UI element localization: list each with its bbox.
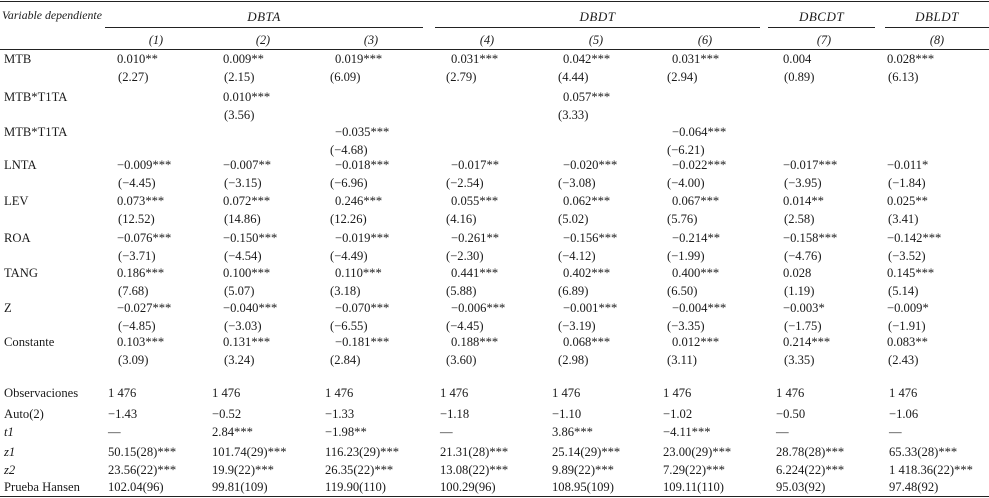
statistic-cell: (2.58) <box>784 212 815 226</box>
statistic-cell: (2.43) <box>888 353 919 367</box>
coefficient-cell: −0.019*** <box>335 231 390 245</box>
statistic-cell: (14.86) <box>224 212 261 226</box>
statistic-cell: (−4.85) <box>118 319 156 333</box>
statistic-cell: (−1.99) <box>667 249 705 263</box>
statistic-cell: (−3.19) <box>558 319 596 333</box>
coefficient-cell: −0.009*** <box>117 158 172 172</box>
statistic-cell: (3.60) <box>446 353 477 367</box>
row-label-z1: z1 <box>4 445 16 459</box>
stat-cell: 21.31(28)*** <box>440 445 509 459</box>
statistic-cell: (−3.71) <box>118 249 156 263</box>
coefficient-cell: 0.131*** <box>223 335 271 349</box>
statistic-cell: (−6.96) <box>330 176 368 190</box>
header-bottom-rule <box>0 49 989 50</box>
statistic-cell: (3.35) <box>784 353 815 367</box>
coefficient-cell: −0.040*** <box>223 301 278 315</box>
stat-cell: 99.81(109) <box>212 480 268 494</box>
statistic-cell: (3.24) <box>224 353 255 367</box>
column-number: (2) <box>255 33 271 47</box>
row-label-lev: LEV <box>4 194 29 208</box>
coefficient-cell: −0.009* <box>887 301 929 315</box>
row-label-roa: ROA <box>4 231 31 245</box>
statistic-cell: (2.79) <box>446 70 477 84</box>
group-header-dbta: DBTA <box>247 9 281 24</box>
stat-cell: — <box>889 425 902 439</box>
coefficient-cell: −0.006*** <box>451 301 506 315</box>
column-number: (8) <box>929 33 945 47</box>
coefficient-cell: 0.073*** <box>117 194 165 208</box>
coefficient-cell: −0.004*** <box>672 301 727 315</box>
statistic-cell: (6.09) <box>330 70 361 84</box>
row-label-lnta: LNTA <box>4 158 37 172</box>
row-label-mtb-t1ta-neg: MTB*T1TA <box>4 125 68 139</box>
coefficient-cell: 0.068*** <box>563 335 611 349</box>
stat-cell: 19.9(22)*** <box>212 463 274 477</box>
stat-cell: 50.15(28)*** <box>108 445 177 459</box>
statistic-cell: (−3.35) <box>667 319 705 333</box>
coefficient-cell: 0.025** <box>887 194 928 208</box>
group-header-dbdt: DBDT <box>579 9 616 24</box>
coefficient-cell: 0.014** <box>783 194 824 208</box>
coefficient-cell: 0.009** <box>223 52 264 66</box>
coefficient-cell: 0.103*** <box>117 335 165 349</box>
coefficient-cell: 0.004 <box>783 52 812 66</box>
stat-cell: 102.04(96) <box>108 480 164 494</box>
coefficient-cell: −0.022*** <box>672 158 727 172</box>
row-label-mtb: MTB <box>4 52 32 66</box>
column-number: (6) <box>697 33 713 47</box>
statistic-cell: (−3.08) <box>558 176 596 190</box>
stat-cell: 1 476 <box>889 386 918 400</box>
group-rule-dbta <box>105 27 423 28</box>
column-number: (5) <box>588 33 604 47</box>
stat-cell: — <box>776 425 789 439</box>
coefficient-cell: −0.064*** <box>672 125 727 139</box>
stat-cell: 101.74(29)*** <box>212 445 287 459</box>
coefficient-cell: 0.145*** <box>887 266 935 280</box>
dependent-variable-header: Variable dependiente <box>2 8 102 22</box>
row-label-constante: Constante <box>4 335 55 349</box>
coefficient-cell: −0.150*** <box>223 231 278 245</box>
coefficient-cell: −0.181*** <box>335 335 390 349</box>
coefficient-cell: 0.072*** <box>223 194 271 208</box>
stat-cell: 1 476 <box>776 386 805 400</box>
stat-cell: 100.29(96) <box>440 480 496 494</box>
stat-cell: −1.18 <box>440 407 470 421</box>
statistic-cell: (4.16) <box>446 212 477 226</box>
coefficient-cell: −0.142*** <box>887 231 942 245</box>
coefficient-cell: 0.100*** <box>223 266 271 280</box>
statistic-cell: (3.56) <box>224 108 255 122</box>
statistic-cell: (2.84) <box>330 353 361 367</box>
row-label-observaciones: Observaciones <box>4 386 79 400</box>
coefficient-cell: 0.028*** <box>887 52 935 66</box>
statistic-cell: (5.02) <box>558 212 589 226</box>
coefficient-cell: 0.042*** <box>563 52 611 66</box>
statistic-cell: (−4.76) <box>784 249 822 263</box>
statistic-cell: (5.14) <box>888 284 919 298</box>
statistic-cell: (−4.49) <box>330 249 368 263</box>
statistic-cell: (3.09) <box>118 353 149 367</box>
stat-cell: −1.10 <box>552 407 582 421</box>
stat-cell: 25.14(29)*** <box>552 445 621 459</box>
statistic-cell: (3.18) <box>330 284 361 298</box>
stat-cell: 1 476 <box>440 386 469 400</box>
bottom-rule <box>0 496 989 497</box>
coefficient-cell: 0.214*** <box>783 335 831 349</box>
stat-cell: 13.08(22)*** <box>440 463 509 477</box>
coefficient-cell: −0.261** <box>451 231 500 245</box>
coefficient-cell: −0.214** <box>672 231 721 245</box>
stat-cell: 108.95(109) <box>552 480 614 494</box>
row-label-z: Z <box>4 301 12 315</box>
row-label-z2: z2 <box>4 463 16 477</box>
stat-cell: 97.48(92) <box>889 480 939 494</box>
statistic-cell: (−3.52) <box>888 249 926 263</box>
stat-cell: 3.86*** <box>552 425 593 439</box>
coefficient-cell: 0.031*** <box>451 52 499 66</box>
stat-cell: −0.50 <box>776 407 806 421</box>
coefficient-cell: 0.031*** <box>672 52 720 66</box>
statistic-cell: (2.94) <box>667 70 698 84</box>
coefficient-cell: 0.067*** <box>672 194 720 208</box>
statistic-cell: (7.68) <box>118 284 149 298</box>
column-number: (4) <box>479 33 495 47</box>
stat-cell: 9.89(22)*** <box>552 463 614 477</box>
statistic-cell: (−2.54) <box>446 176 484 190</box>
stat-cell: 95.03(92) <box>776 480 826 494</box>
coefficient-cell: −0.076*** <box>117 231 172 245</box>
stat-cell: 1 476 <box>325 386 354 400</box>
statistic-cell: (0.89) <box>784 70 815 84</box>
stat-cell: −1.43 <box>108 407 138 421</box>
statistic-cell: (6.50) <box>667 284 698 298</box>
coefficient-cell: −0.001*** <box>563 301 618 315</box>
statistic-cell: (−4.12) <box>558 249 596 263</box>
coefficient-cell: 0.012*** <box>672 335 720 349</box>
stat-cell: — <box>108 425 121 439</box>
statistic-cell: (−6.55) <box>330 319 368 333</box>
statistic-cell: (−1.75) <box>784 319 822 333</box>
coefficient-cell: 0.186*** <box>117 266 165 280</box>
row-label-t1: t1 <box>4 425 14 439</box>
statistic-cell: (12.26) <box>330 212 367 226</box>
coefficient-cell: 0.057*** <box>563 90 611 104</box>
stat-cell: 23.00(29)*** <box>663 445 732 459</box>
coefficient-cell: 0.055*** <box>451 194 499 208</box>
row-label-tang: TANG <box>4 266 38 280</box>
coefficient-cell: −0.020*** <box>563 158 618 172</box>
stat-cell: −1.06 <box>889 407 919 421</box>
stat-cell: −1.02 <box>663 407 693 421</box>
coefficient-cell: −0.018*** <box>335 158 390 172</box>
stat-cell: 119.90(110) <box>325 480 386 494</box>
statistic-cell: (5.76) <box>667 212 698 226</box>
statistic-cell: (−1.91) <box>888 319 926 333</box>
statistic-cell: (−6.21) <box>667 143 705 157</box>
column-number: (3) <box>363 33 379 47</box>
statistic-cell: (3.41) <box>888 212 919 226</box>
stat-cell: −1.98** <box>325 425 367 439</box>
statistic-cell: (3.11) <box>667 353 697 367</box>
stat-cell: 7.29(22)*** <box>663 463 725 477</box>
top-rule <box>0 1 989 2</box>
coefficient-cell: −0.017** <box>451 158 500 172</box>
coefficient-cell: 0.441*** <box>451 266 499 280</box>
stat-cell: 1 476 <box>108 386 137 400</box>
column-number: (1) <box>148 33 164 47</box>
group-rule-dbcdt <box>768 27 875 28</box>
stat-cell: 1 476 <box>552 386 581 400</box>
statistic-cell: (12.52) <box>118 212 155 226</box>
coefficient-cell: −0.003* <box>783 301 825 315</box>
statistic-cell: (3.33) <box>558 108 589 122</box>
statistic-cell: (1.19) <box>784 284 815 298</box>
stat-cell: −4.11*** <box>663 425 711 439</box>
stat-cell: 28.78(28)*** <box>776 445 845 459</box>
stat-cell: 1 476 <box>663 386 692 400</box>
coefficient-cell: 0.083** <box>887 335 928 349</box>
coefficient-cell: 0.188*** <box>451 335 499 349</box>
coefficient-cell: −0.035*** <box>335 125 390 139</box>
group-rule-dbdt <box>435 27 760 28</box>
coefficient-cell: 0.110*** <box>335 266 382 280</box>
group-header-dbldt: DBLDT <box>915 9 959 24</box>
statistic-cell: (5.07) <box>224 284 255 298</box>
coefficient-cell: 0.062*** <box>563 194 611 208</box>
statistic-cell: (−4.68) <box>330 143 368 157</box>
stat-cell: 23.56(22)*** <box>108 463 177 477</box>
column-number: (7) <box>816 33 832 47</box>
stat-cell: 1 476 <box>212 386 241 400</box>
stat-cell: −1.33 <box>325 407 355 421</box>
statistic-cell: (−4.54) <box>224 249 262 263</box>
statistic-cell: (2.27) <box>118 70 149 84</box>
coefficient-cell: 0.028 <box>783 266 812 280</box>
coefficient-cell: −0.011* <box>887 158 929 172</box>
row-label-auto-2-: Auto(2) <box>4 407 44 421</box>
stat-cell: 109.11(110) <box>663 480 724 494</box>
statistic-cell: (−1.84) <box>888 176 926 190</box>
statistic-cell: (2.98) <box>558 353 589 367</box>
row-label-mtb-t1ta: MTB*T1TA <box>4 90 68 104</box>
coefficient-cell: −0.158*** <box>783 231 838 245</box>
statistic-cell: (5.88) <box>446 284 477 298</box>
coefficient-cell: −0.027*** <box>117 301 172 315</box>
statistic-cell: (−4.45) <box>118 176 156 190</box>
coefficient-cell: −0.007** <box>223 158 272 172</box>
statistic-cell: (6.13) <box>888 70 919 84</box>
statistic-cell: (−3.03) <box>224 319 262 333</box>
row-label-prueba-hansen: Prueba Hansen <box>4 480 80 494</box>
statistic-cell: (2.15) <box>224 70 255 84</box>
coefficient-cell: 0.246*** <box>335 194 383 208</box>
stat-cell: 2.84*** <box>212 425 253 439</box>
group-header-dbcdt: DBCDT <box>798 9 845 24</box>
coefficient-cell: 0.010** <box>117 52 158 66</box>
coefficient-cell: 0.010*** <box>223 90 271 104</box>
coefficient-cell: 0.400*** <box>672 266 720 280</box>
stat-cell: — <box>440 425 453 439</box>
coefficient-cell: 0.402*** <box>563 266 611 280</box>
statistic-cell: (−4.45) <box>446 319 484 333</box>
statistic-cell: (6.89) <box>558 284 589 298</box>
statistic-cell: (4.44) <box>558 70 589 84</box>
stat-cell: 65.33(28)*** <box>889 445 958 459</box>
coefficient-cell: −0.017*** <box>783 158 838 172</box>
stat-cell: 6.224(22)*** <box>776 463 845 477</box>
group-rule-dbldt <box>885 27 989 28</box>
stat-cell: 116.23(29)*** <box>325 445 400 459</box>
statistic-cell: (−2.30) <box>446 249 484 263</box>
coefficient-cell: −0.156*** <box>563 231 618 245</box>
stat-cell: 26.35(22)*** <box>325 463 394 477</box>
statistic-cell: (−4.00) <box>667 176 705 190</box>
coefficient-cell: −0.070*** <box>335 301 390 315</box>
stat-cell: −0.52 <box>212 407 242 421</box>
statistic-cell: (−3.95) <box>784 176 822 190</box>
stat-cell: 1 418.36(22)*** <box>889 463 973 477</box>
statistic-cell: (−3.15) <box>224 176 262 190</box>
coefficient-cell: 0.019*** <box>335 52 383 66</box>
